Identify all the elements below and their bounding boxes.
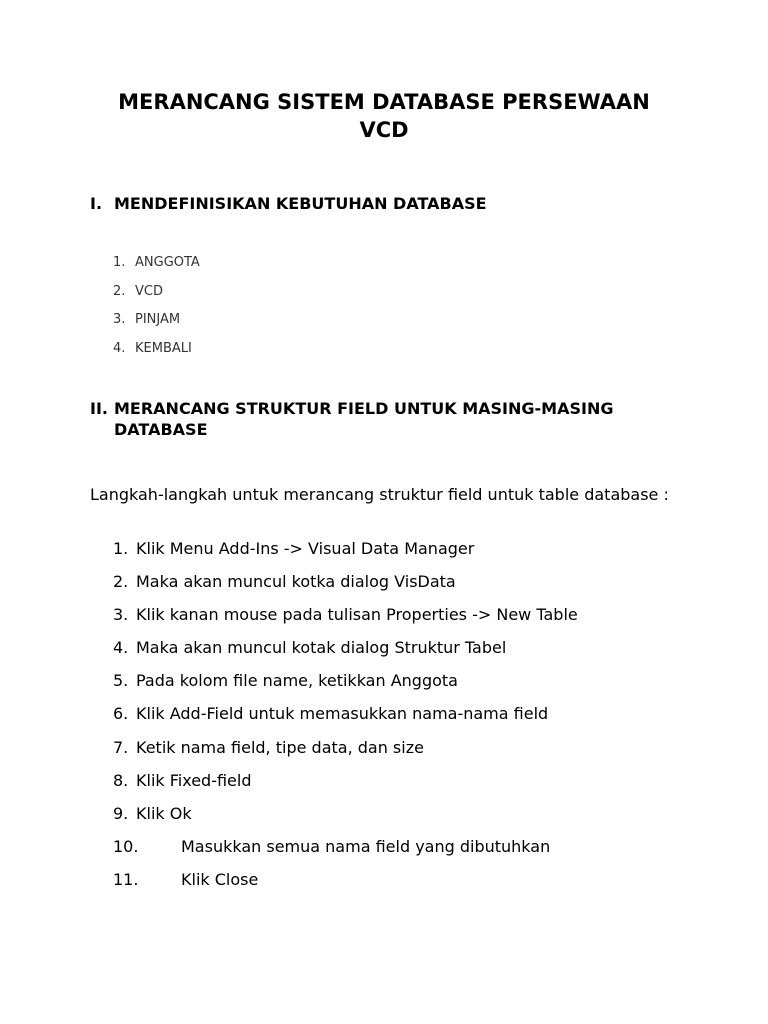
list-item-number: 4.: [113, 340, 126, 356]
section-2-title: MERANCANG STRUKTUR FIELD UNTUK MASING-MASING DATABASE: [114, 399, 614, 439]
step-item: [113, 836, 578, 869]
step-text: Pada kolom file name, ketikkan Anggota: [136, 671, 458, 691]
step-number: 4.: [113, 638, 129, 658]
step-number: 7.: [113, 737, 129, 757]
step-item: [113, 803, 578, 836]
step-number: 8.: [113, 770, 129, 790]
list-item-text: ANGGOTA: [135, 255, 200, 270]
step-number: 2.: [113, 572, 129, 592]
steps-list: [113, 538, 578, 902]
step-number: 1.: [113, 539, 129, 558]
step-number: 11.: [113, 869, 139, 889]
list-item: [113, 254, 200, 283]
section-2-heading: [90, 398, 704, 440]
step-item: [113, 869, 578, 902]
section-2-intro: Langkah-langkah untuk merancang struktur field untuk table database :: [90, 485, 669, 504]
title-line-2: VCD: [359, 118, 409, 142]
document-title: [40, 88, 728, 144]
step-item: [113, 670, 578, 703]
step-text: Klik Menu Add-Ins -> Visual Data Manager: [136, 539, 475, 558]
list-item-text: KEMBALI: [135, 340, 192, 356]
step-item: [113, 737, 578, 770]
step-item: [113, 604, 578, 637]
list-item-number: 2.: [113, 283, 126, 299]
step-number: 9.: [113, 803, 129, 823]
step-item: [113, 571, 578, 604]
database-list: [113, 254, 200, 368]
step-text: Maka akan muncul kotka dialog VisData: [136, 572, 456, 592]
step-text: Klik Close: [181, 869, 259, 889]
title-line-1: MERANCANG SISTEM DATABASE PERSEWAAN: [118, 90, 650, 114]
step-text: Masukkan semua nama field yang dibutuhkan: [181, 836, 551, 856]
step-number: 6.: [113, 704, 129, 724]
section-1-heading: [90, 193, 704, 214]
step-item: [113, 703, 578, 736]
step-text: Maka akan muncul kotak dialog Struktur Tabel: [136, 638, 507, 658]
section-2-number: II.: [90, 399, 108, 418]
step-item: [113, 770, 578, 803]
step-number: 10.: [113, 836, 139, 856]
step-number: 3.: [113, 605, 129, 625]
step-text: Klik Add-Field untuk memasukkan nama-nama field: [136, 704, 549, 724]
step-number: 5.: [113, 671, 129, 691]
list-item-text: PINJAM: [135, 312, 181, 328]
step-text: Ketik nama field, tipe data, dan size: [136, 737, 424, 757]
section-1-number: I.: [90, 194, 103, 213]
list-item: [113, 340, 200, 369]
list-item-number: 1.: [113, 255, 126, 270]
step-text: Klik Ok: [136, 803, 192, 823]
step-item: [113, 637, 578, 670]
list-item-number: 3.: [113, 312, 126, 328]
step-item: [113, 538, 578, 571]
step-text: Klik kanan mouse pada tulisan Properties -> New Table: [136, 605, 578, 625]
list-item: [113, 311, 200, 340]
list-item-text: VCD: [135, 283, 163, 299]
step-text: Klik Fixed-field: [136, 770, 252, 790]
section-1-title: MENDEFINISIKAN KEBUTUHAN DATABASE: [114, 194, 487, 213]
list-item: [113, 283, 200, 312]
